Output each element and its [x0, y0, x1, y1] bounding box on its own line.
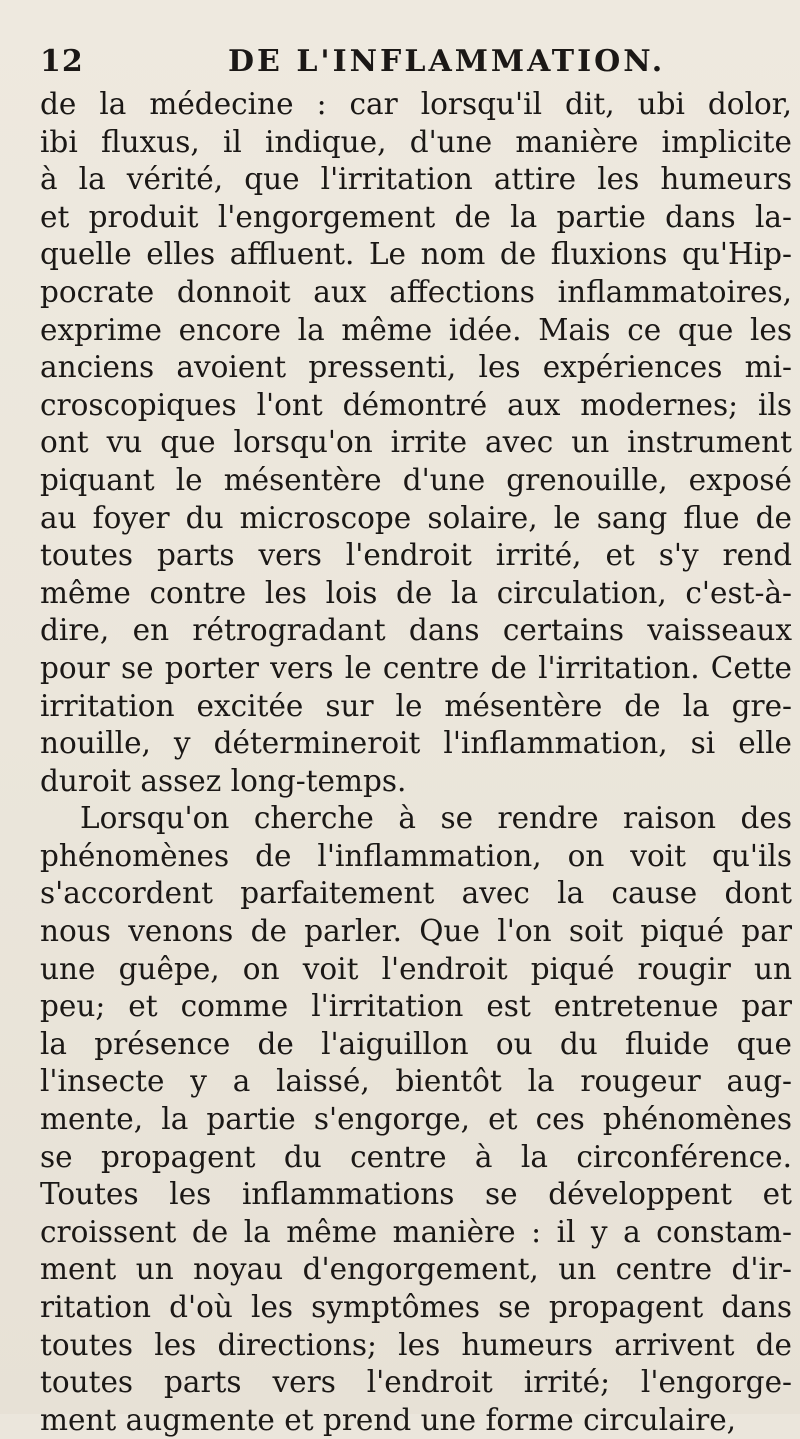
text-line: toutes les directions; les humeurs arrivent de — [40, 1327, 792, 1362]
text-line: toutes parts vers l'endroit irrité; l'engorge- — [40, 1365, 792, 1400]
text-line: ritation d'où les symptômes se propagent dans — [40, 1290, 792, 1324]
text-line: toutes parts vers l'endroit irrité, et s'y rend — [40, 538, 792, 573]
text-line: nouille, y détermineroit l'inflammation, si elle — [40, 726, 792, 761]
text-line: anciens avoient pressenti, les expériences mi- — [40, 350, 792, 385]
text-line: peu; et comme l'irritation est entretenue par — [40, 989, 792, 1024]
paragraph-end-line: duroit assez long-temps. — [40, 763, 407, 798]
text-line: dire, en rétrogradant dans certains vaisseaux — [40, 613, 792, 648]
text-line: la présence de l'aiguillon ou du fluide que — [40, 1026, 792, 1061]
text-line: croscopiques l'ont démontré aux modernes; ils — [40, 387, 792, 422]
text-line: l'insecte y a laissé, bientôt la rougeur aug- — [40, 1064, 792, 1099]
text-line: pour se porter vers le centre de l'irritation. Cette — [40, 650, 792, 685]
text-line: piquant le mésentère d'une grenouille, exposé — [40, 462, 792, 497]
text-line: phénomènes de l'inflammation, on voit qu'ils — [40, 838, 792, 873]
paragraph-start-line: Lorsqu'on cherche à se rendre raison des — [80, 801, 792, 836]
text-line: ment un noyau d'engorgement, un centre d'ir- — [40, 1252, 792, 1287]
text-line: ont vu que lorsqu'on irrite avec un instrument — [40, 425, 792, 460]
text-line: nous venons de parler. Que l'on soit piqué par — [40, 914, 792, 949]
text-line: Toutes les inflammations se développent et — [40, 1177, 792, 1212]
text-line: même contre les lois de la circulation, c'est-à- — [40, 575, 792, 610]
text-line: ment augmente et prend une forme circulaire, — [40, 1402, 737, 1437]
text-line: ibi fluxus, il indique, d'une manière implicite — [40, 124, 792, 159]
page-number: 12 — [40, 44, 84, 79]
text-line: et produit l'engorgement de la partie dans la- — [40, 199, 792, 234]
text-line: exprime encore la même idée. Mais ce que les — [40, 312, 792, 347]
text-line: quelle elles affluent. Le nom de fluxions qu'Hip- — [40, 237, 792, 272]
text-line: au foyer du microscope solaire, le sang flue de — [40, 500, 792, 535]
text-line: une guêpe, on voit l'endroit piqué rougir un — [40, 951, 792, 986]
text-line: à la vérité, que l'irritation attire les humeurs — [40, 162, 792, 197]
text-line: mente, la partie s'engorge, et ces phénomènes — [40, 1102, 792, 1137]
text-line: pocrate donnoit aux affections inflammatoires, — [40, 274, 792, 309]
page-header — [40, 44, 780, 80]
text-line: s'accordent parfaitement avec la cause dont — [40, 876, 792, 911]
text-line: se propagent du centre à la circonférence. — [40, 1139, 792, 1174]
running-title: DE L'INFLAMMATION. — [228, 44, 666, 79]
text-line: irritation excitée sur le mésentère de la gre- — [40, 688, 792, 723]
body-text — [40, 86, 792, 1439]
text-line: croissent de la même manière : il y a constam- — [40, 1214, 792, 1249]
text-line: de la médecine : car lorsqu'il dit, ubi dolor, — [40, 87, 792, 121]
